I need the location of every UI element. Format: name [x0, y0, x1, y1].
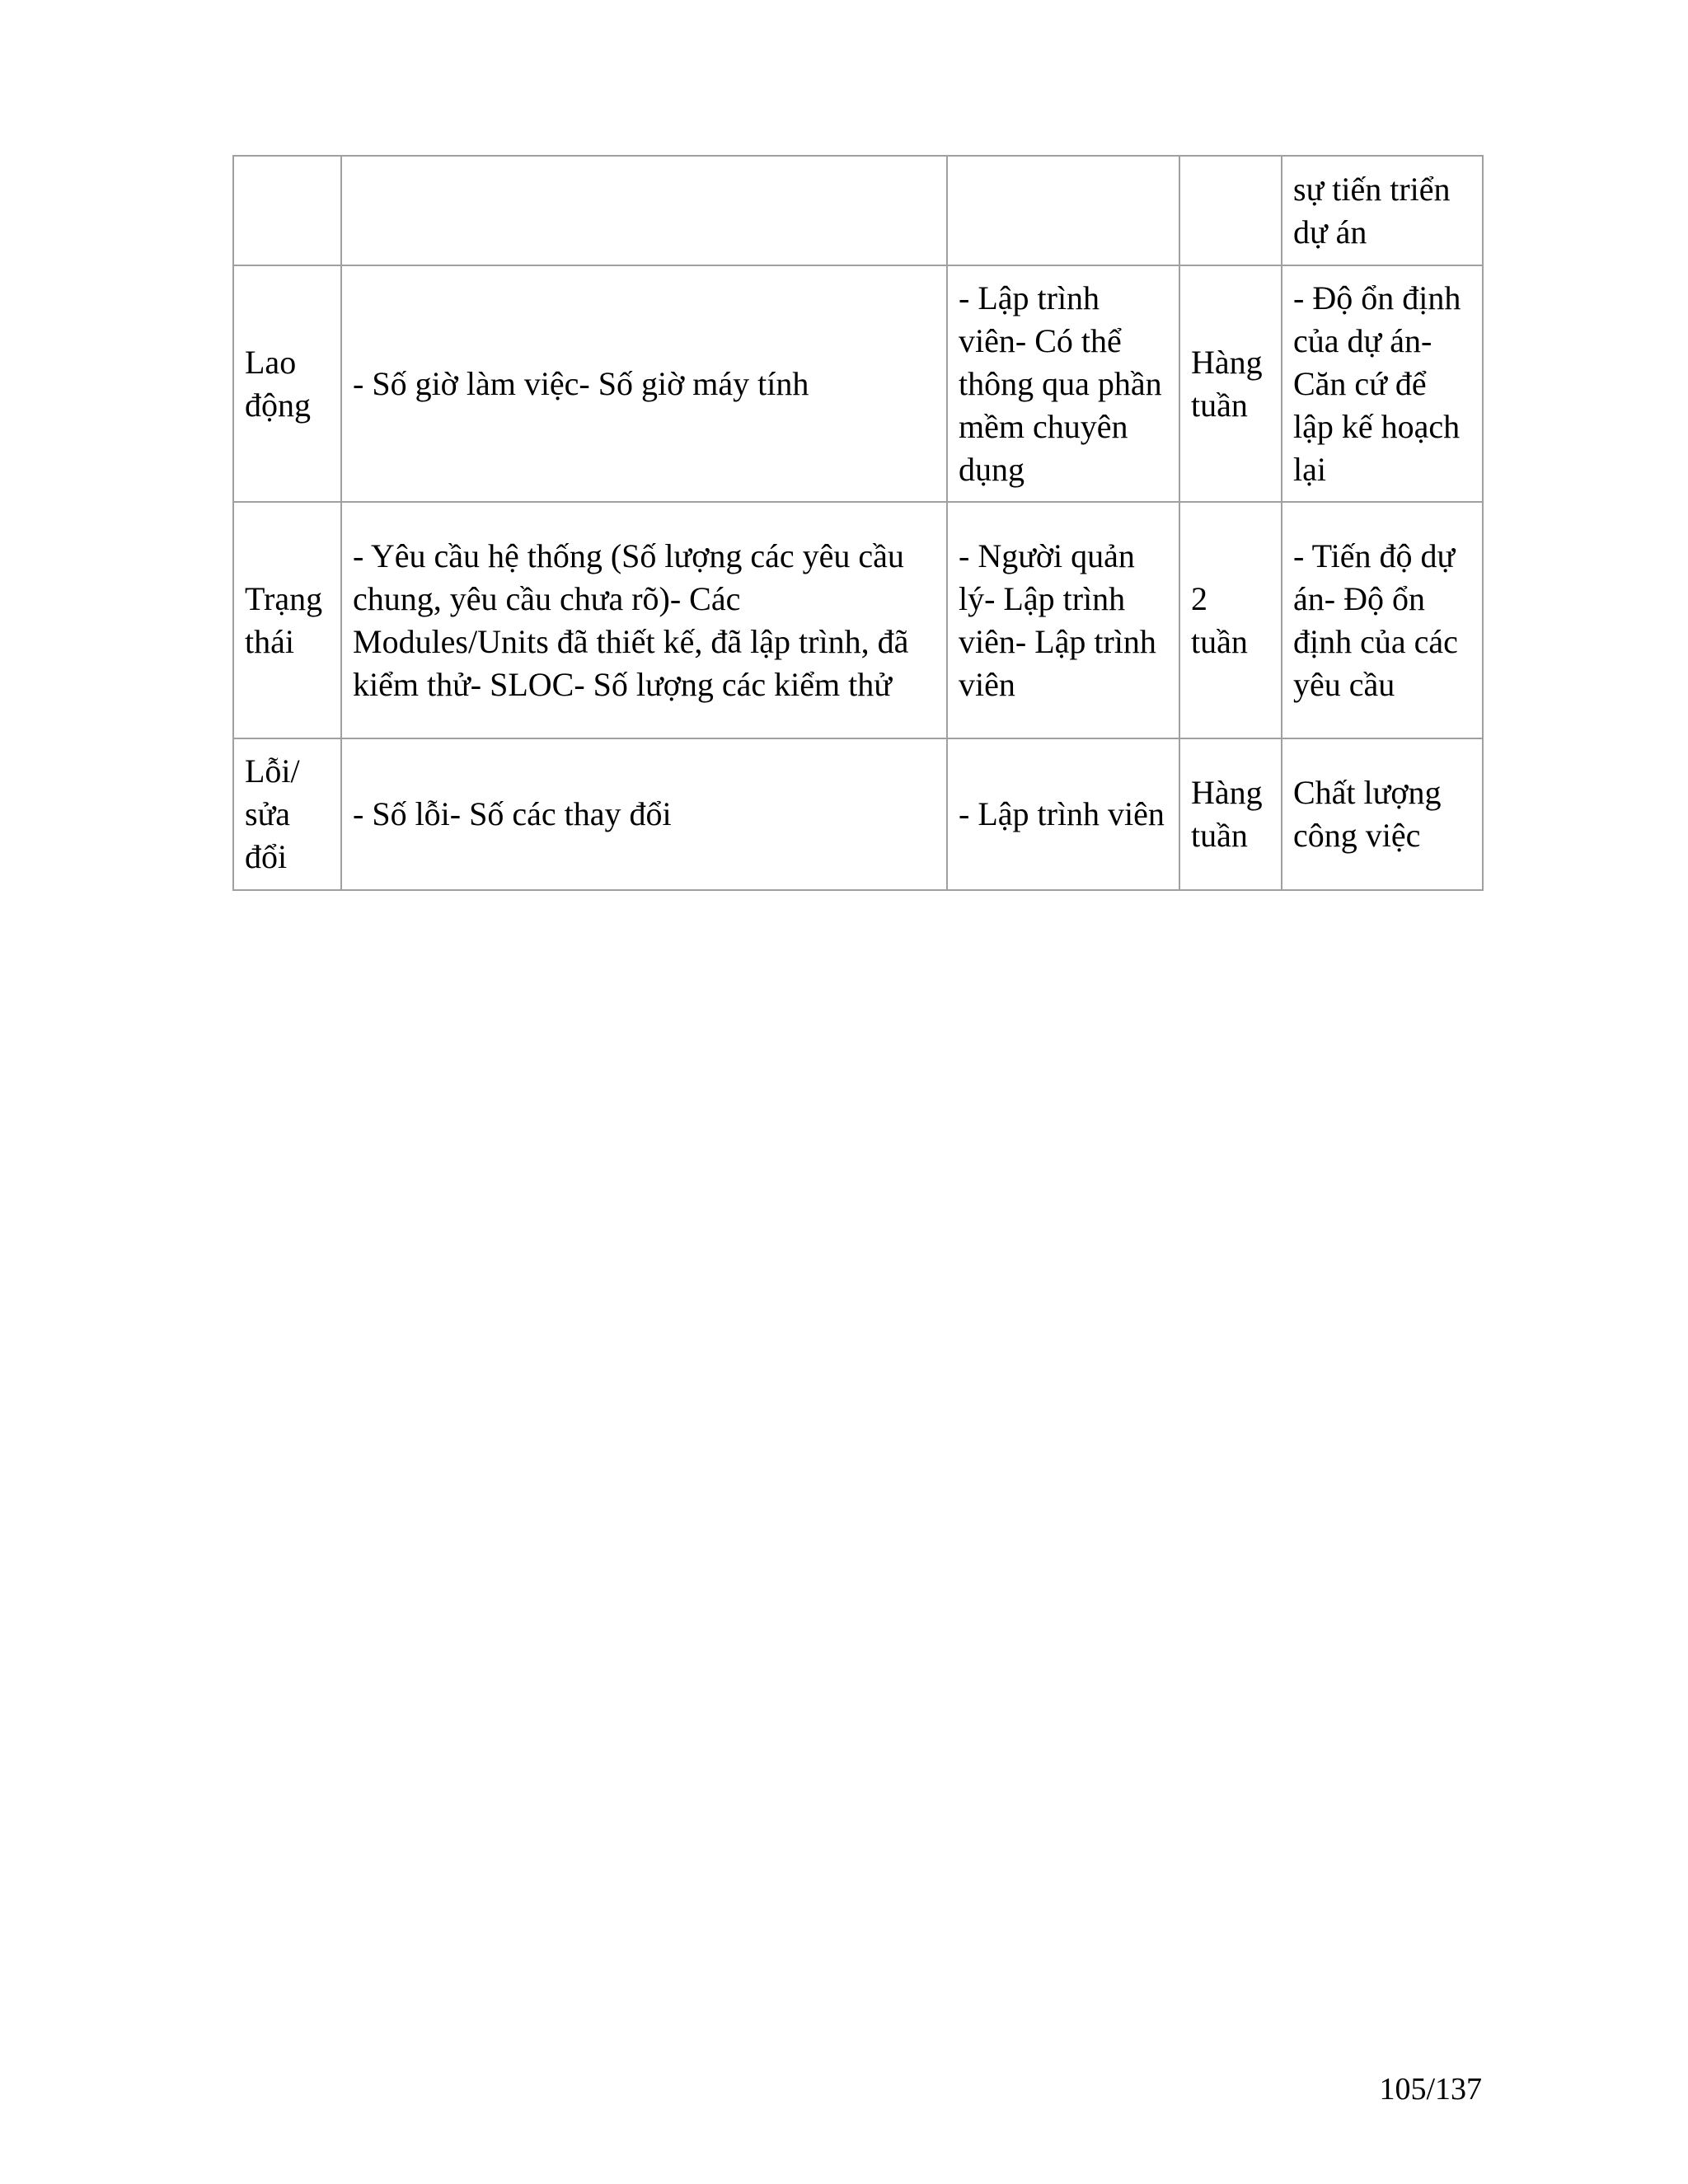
purpose-cell: Chất lượng công việc [1282, 738, 1483, 890]
metrics-cell: - Số giờ làm việc- Số giờ máy tính [341, 265, 947, 502]
source-cell: - Lập trình viên- Có thể thông qua phần mềm chuyên dụng [947, 265, 1179, 502]
source-cell: - Lập trình viên [947, 738, 1179, 890]
frequency-cell: Hàng tuần [1179, 265, 1282, 502]
category-cell: Trạng thái [233, 502, 341, 738]
source-cell: - Người quản lý- Lập trình viên- Lập trình viên [947, 502, 1179, 738]
frequency-cell [1179, 156, 1282, 265]
category-cell [233, 156, 341, 265]
table-row [233, 502, 1483, 738]
purpose-cell: - Độ ổn định của dự án- Căn cứ để lập kế hoạch lại [1282, 265, 1483, 502]
table-row [233, 156, 1483, 265]
category-cell: Lao động [233, 265, 341, 502]
purpose-cell: - Tiến độ dự án- Độ ổn định của các yêu cầu [1282, 502, 1483, 738]
page-number: 105/137 [1379, 2072, 1482, 2107]
metrics-cell: - Số lỗi- Số các thay đổi [341, 738, 947, 890]
metrics-cell [341, 156, 947, 265]
frequency-cell: Hàng tuần [1179, 738, 1282, 890]
purpose-cell: sự tiến triển dự án [1282, 156, 1483, 265]
metrics-table [232, 155, 1484, 891]
frequency-cell: 2 tuần [1179, 502, 1282, 738]
table-row [233, 738, 1483, 890]
source-cell [947, 156, 1179, 265]
category-cell: Lỗi/ sửa đổi [233, 738, 341, 890]
metrics-cell: - Yêu cầu hệ thống (Số lượng các yêu cầu chung, yêu cầu chưa rõ)- Các Modules/Units đã thiết kế, đã lập trình, đã kiểm thử- SLOC- Số lượng các kiểm thử [341, 502, 947, 738]
table-row [233, 265, 1483, 502]
